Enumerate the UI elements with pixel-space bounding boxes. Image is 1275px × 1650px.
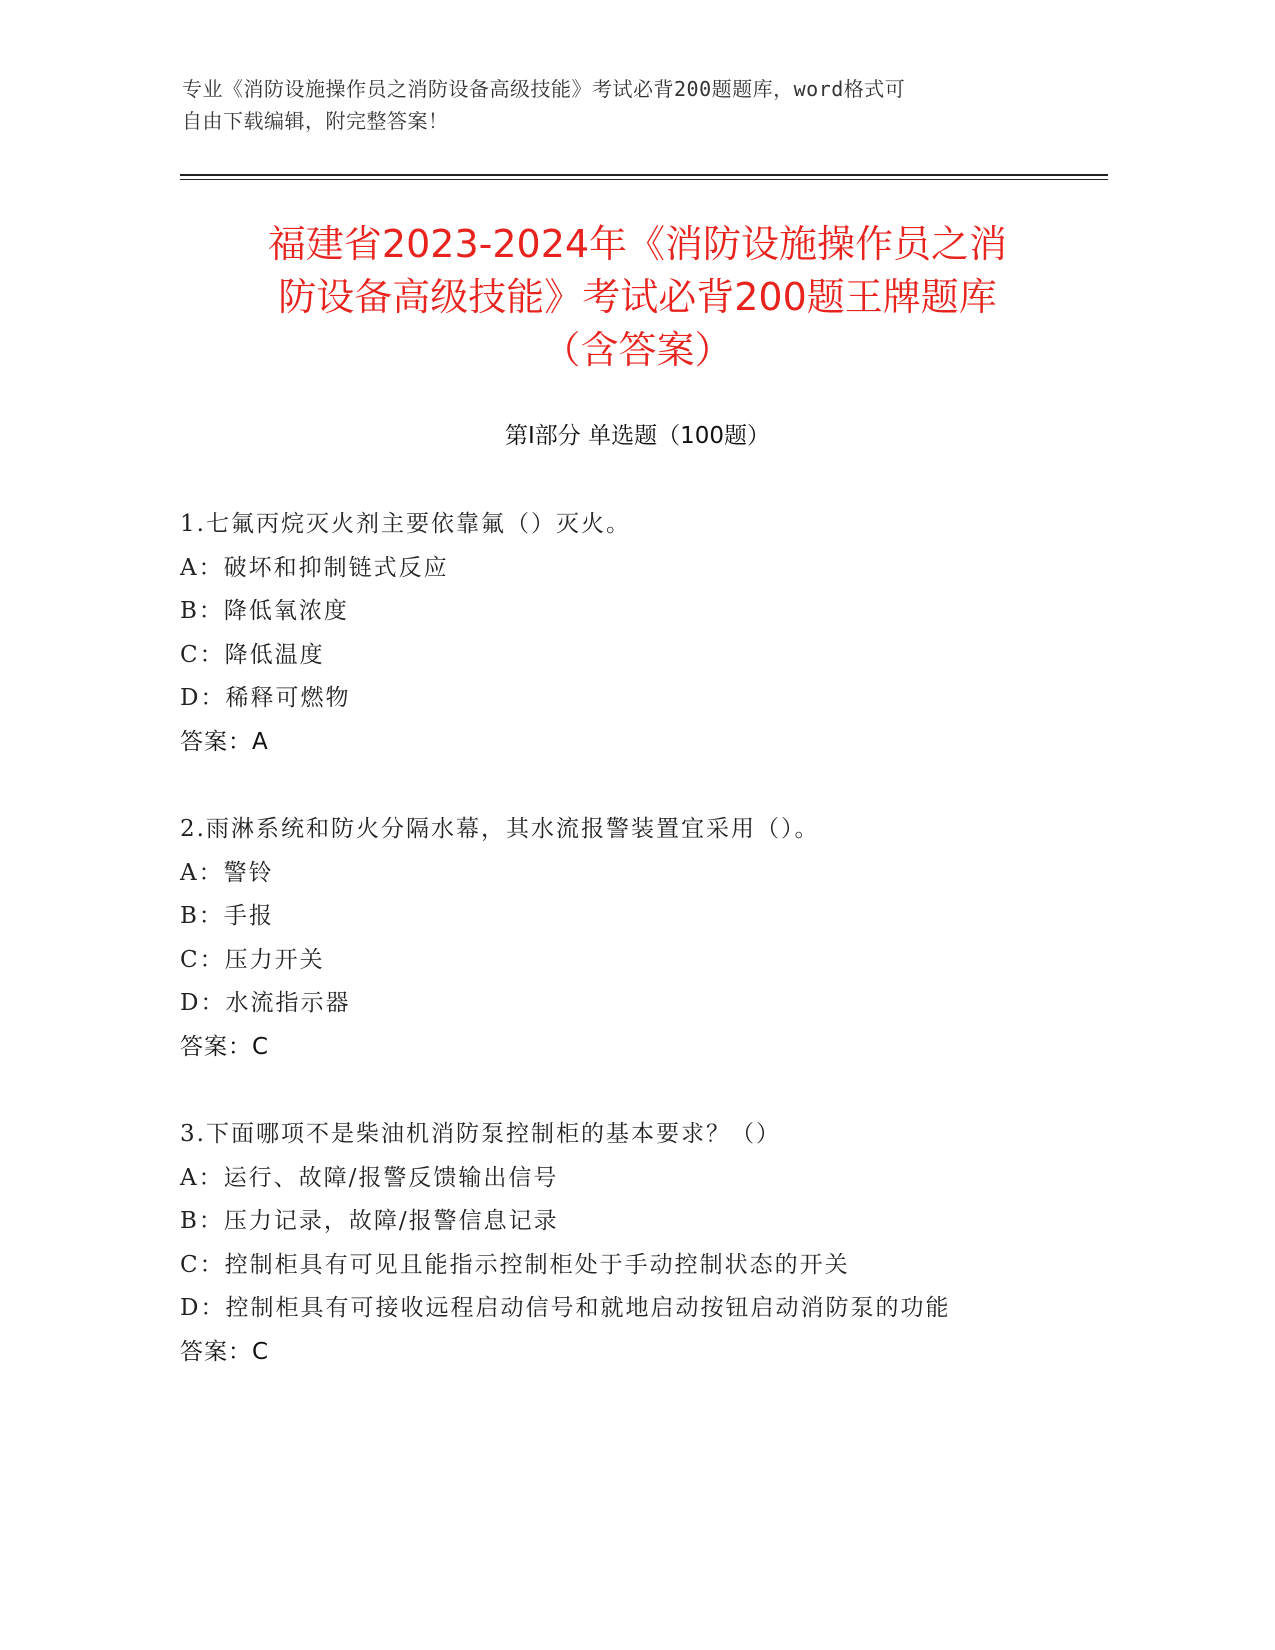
- title-line-3: （含答案）: [542, 328, 733, 372]
- header-note-line-1: 专业《消防设施操作员之消防设备高级技能》考试必背200题题库，word格式可: [182, 77, 906, 101]
- option-c: C：控制柜具有可见且能指示控制柜处于手动控制状态的开关: [180, 1251, 850, 1278]
- answer-text: 答案：C: [180, 1033, 270, 1060]
- header-note: [182, 73, 1042, 137]
- title-line-1: 福建省2023-2024年《消防设施操作员之消: [267, 222, 1008, 266]
- title-line-2: 防设备高级技能》考试必背200题王牌题库: [278, 275, 997, 319]
- option-a: A：警铃: [180, 859, 274, 886]
- question-item: [180, 1113, 1080, 1374]
- question-stem: 2.雨淋系统和防火分隔水幕，其水流报警装置宜采用（）。: [180, 816, 820, 842]
- option-b: B：降低氧浓度: [180, 598, 349, 624]
- option-b: B：手报: [180, 903, 274, 929]
- question-stem: 1.七氟丙烷灭火剂主要依靠氟（）灭火。: [180, 511, 631, 537]
- section-heading: 第Ⅰ部分 单选题（100题）: [505, 423, 770, 449]
- answer-text: 答案：C: [180, 1338, 270, 1365]
- answer-text: 答案：A: [180, 728, 269, 755]
- option-d: D：控制柜具有可接收远程启动信号和就地启动按钮启动消防泵的功能: [180, 1295, 951, 1321]
- option-c: C：压力开关: [180, 946, 325, 973]
- option-d: D：水流指示器: [180, 990, 351, 1016]
- option-c: C：降低温度: [180, 641, 325, 668]
- header-divider-thin: [180, 179, 1108, 180]
- document-title: [170, 218, 1105, 377]
- option-b: B：压力记录，故障/报警信息记录: [180, 1208, 559, 1234]
- question-item: [180, 808, 1080, 1069]
- question-item: [180, 503, 1080, 764]
- option-a: A：运行、故障/报警反馈输出信号: [180, 1164, 559, 1191]
- option-d: D：稀释可燃物: [180, 685, 351, 711]
- header-note-line-2: 自由下载编辑，附完整答案！: [182, 109, 449, 133]
- header-divider-thick: [180, 174, 1108, 176]
- option-a: A：破坏和抑制链式反应: [180, 554, 449, 581]
- question-stem: 3.下面哪项不是柴油机消防泵控制柜的基本要求？（）: [180, 1121, 781, 1147]
